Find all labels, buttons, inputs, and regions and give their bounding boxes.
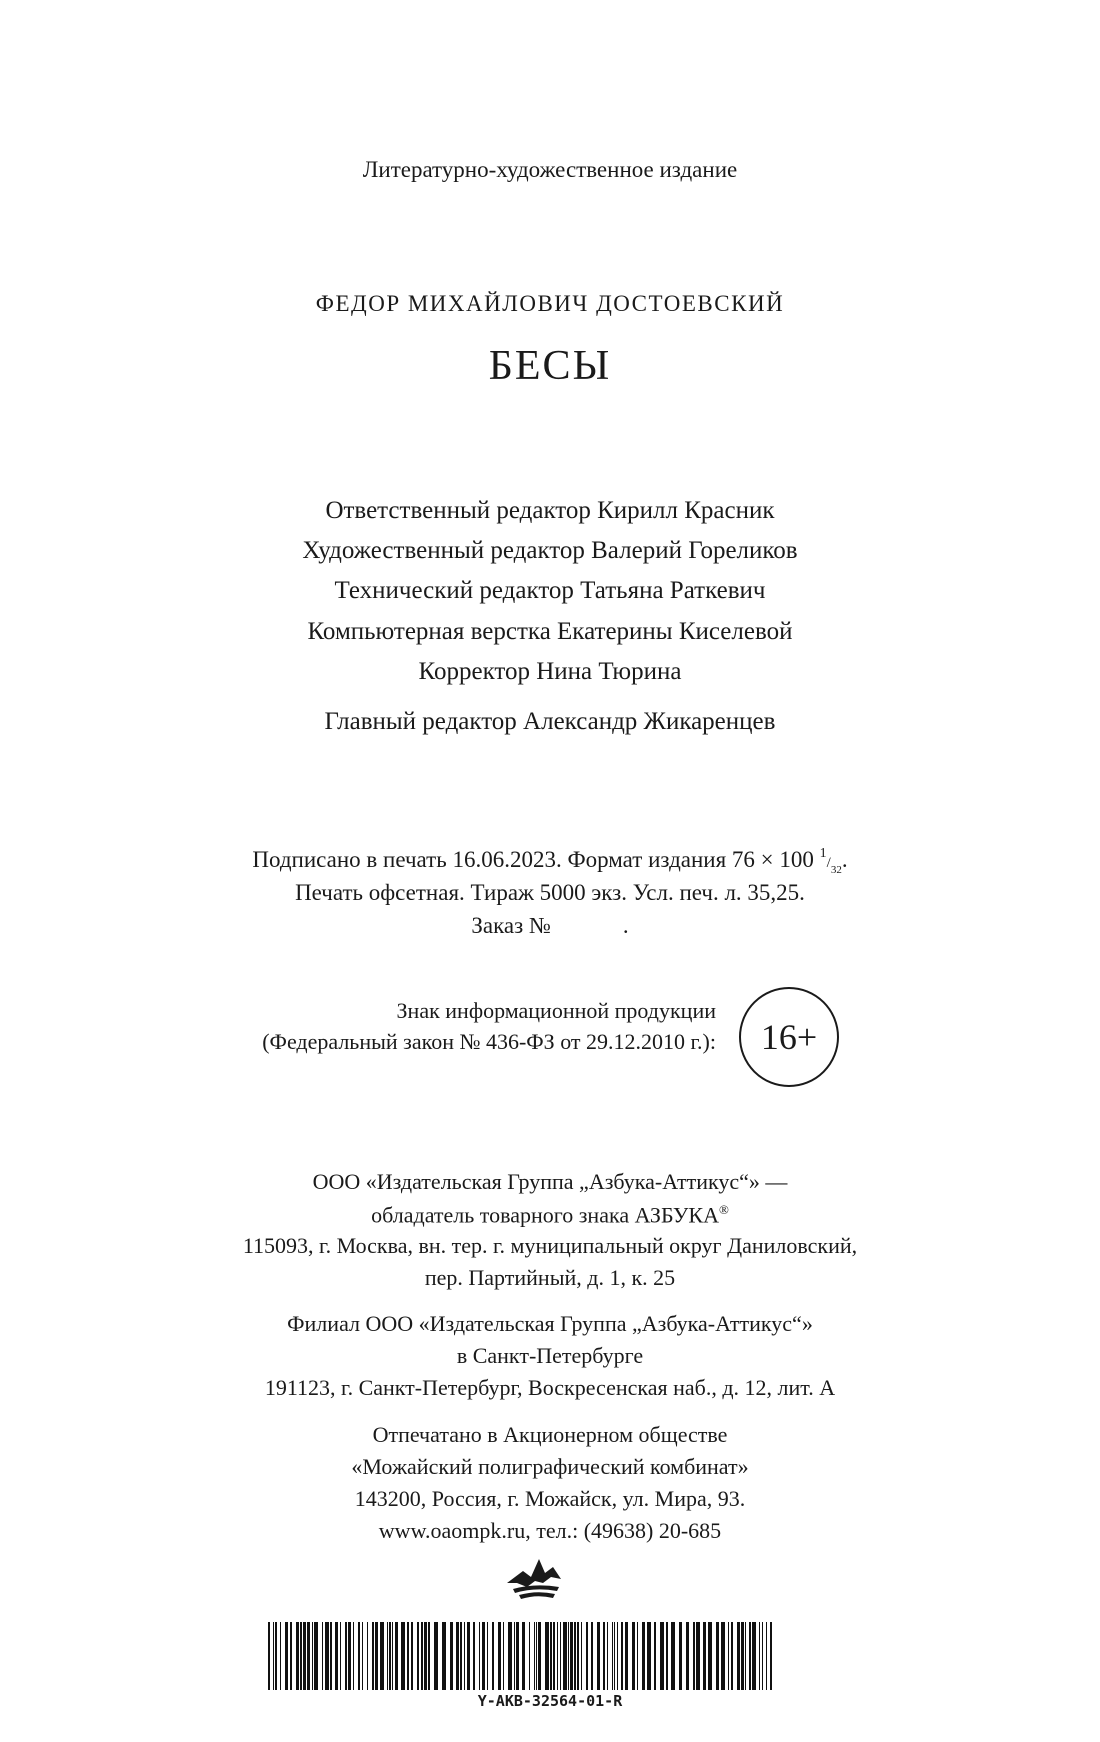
fraction-denominator: 32 [830,864,842,876]
barcode-bar [345,1622,347,1690]
barcode-bar [679,1622,682,1690]
barcode-bar [617,1622,618,1690]
barcode-bar [424,1622,427,1690]
branch-line: Филиал ООО «Издательская Группа „Азбука-Аттикус“» [287,1311,813,1336]
barcode-bar [703,1622,706,1690]
barcode-bar [752,1622,756,1690]
credit-line: Компьютерная верстка Екатерины Киселевой [307,618,793,645]
barcode-bar [314,1622,318,1690]
barcode-bar [632,1622,635,1690]
barcode-bar [296,1622,299,1690]
barcode-bar [303,1622,306,1690]
barcode-bar [508,1622,512,1690]
barcode-bar [417,1622,419,1690]
chief-editor: Главный редактор Александр Жикаренцев [324,708,776,735]
barcode-bar [654,1622,656,1690]
barcode-bar [741,1622,744,1690]
publisher-address: пер. Партийный, д. 1, к. 25 [424,1265,676,1290]
barcode-bar [612,1622,613,1690]
barcode-bar [563,1622,567,1690]
barcode-bar [330,1622,332,1690]
barcode-bar [708,1622,712,1690]
age-rating-text: 16+ [760,1017,818,1057]
barcode-bar [307,1622,310,1690]
printer-line: «Можайский полиграфический комбинат» [351,1454,749,1479]
barcode-bar [421,1622,423,1690]
barcode-bar [553,1622,555,1690]
barcode-bar [550,1622,552,1690]
barcode-bar [728,1622,729,1690]
info-sign-line-1: Знак информационной продукции [396,998,716,1023]
barcode-bar [745,1622,746,1690]
barcode-bar [411,1622,413,1690]
barcode-bar [498,1622,501,1690]
author-name: ФЕДОР МИХАЙЛОВИЧ ДОСТОЕВСКИЙ [315,291,785,316]
barcode-bar [372,1622,374,1690]
barcode-bar [607,1622,608,1690]
barcode-bar [434,1622,438,1690]
barcode-text: Y-AKB-32564-01-R [477,1692,623,1710]
barcode-bar [581,1622,582,1690]
barcode-bar [666,1622,668,1690]
barcode-bar [671,1622,675,1690]
barcode-bar [290,1622,292,1690]
barcode-bar [577,1622,579,1690]
barcode-bar [693,1622,695,1690]
barcode-bar [574,1622,576,1690]
print-info-line-1 [0,848,1100,874]
printer-contacts: www.oaompk.ru, тел.: (49638) 20-685 [378,1518,722,1543]
order-line [0,914,1100,937]
branch-line: в Санкт-Петербурге [456,1343,644,1368]
credit-line: Корректор Нина Тюрина [418,658,682,685]
printer-address: 143200, Россия, г. Можайск, ул. Мира, 93. [354,1486,746,1511]
barcode-bar [737,1622,740,1690]
printer-line: Отпечатано в Акционерном обществе [372,1422,728,1447]
credit-line: Художественный редактор Валерий Гореликов [302,537,798,564]
barcode-bar [479,1622,480,1690]
barcode [268,1622,776,1690]
barcode-bar [568,1622,569,1690]
barcode-bar [603,1622,605,1690]
barcode-bar [300,1622,302,1690]
barcode-bar [696,1622,700,1690]
barcode-bar [487,1622,488,1690]
barcode-bar [482,1622,485,1690]
barcode-bar [597,1622,600,1690]
barcode-bar [273,1622,274,1690]
barcode-bar [358,1622,360,1690]
barcode-bar [560,1622,561,1690]
fraction-numerator: 1 [819,846,827,861]
barcode-bar [473,1622,475,1690]
barcode-bar [280,1622,281,1690]
publisher-line [0,1203,1100,1226]
barcode-bar [285,1622,288,1690]
barcode-bar [387,1622,388,1690]
barcode-bar [731,1622,733,1690]
barcode-bar [522,1622,525,1690]
barcode-bar [407,1622,409,1690]
info-sign-line-2: (Федеральный закон № 436-ФЗ от 29.12.2010 г.): [262,1029,716,1054]
credit-line: Технический редактор Татьяна Раткевич [334,577,766,604]
barcode-bar [464,1622,465,1690]
barcode-bar [529,1622,530,1690]
barcode-bar [395,1622,398,1690]
barcode-bar [538,1622,541,1690]
barcode-bar [467,1622,470,1690]
barcode-bar [362,1622,363,1690]
barcode-bar [721,1622,725,1690]
book-title: БЕСЫ [488,343,612,389]
barcode-bar [335,1622,338,1690]
barcode-bar [516,1622,519,1690]
barcode-bar [621,1622,623,1690]
barcode-bar [442,1622,446,1690]
barcode-bar [766,1622,767,1690]
format-fraction: $^1/_{32}$ [819,846,842,876]
barcode-bar [380,1622,384,1690]
barcode-bar [340,1622,341,1690]
barcode-bar [325,1622,329,1690]
barcode-bar [749,1622,751,1690]
barcode-bar [268,1622,270,1690]
barcode-bar [401,1622,405,1690]
publisher-line: ООО «Издательская Группа „Азбука-Аттикус“» — [312,1169,788,1194]
barcode-bar [348,1622,351,1690]
order-end: . [622,913,629,938]
print-info-end: . [841,847,848,872]
publisher-address: 115093, г. Москва, вн. тер. г. муниципальный округ Даниловский, [242,1233,858,1258]
publisher-logo-icon [505,1553,563,1603]
barcode-bar [492,1622,494,1690]
barcode-bar [762,1622,763,1690]
age-rating-badge [739,987,839,1087]
barcode-bar [456,1622,459,1690]
barcode-bar [392,1622,393,1690]
barcode-bar [545,1622,549,1690]
barcode-bar [660,1622,664,1690]
barcode-bar [570,1622,573,1690]
edition-type: Литературно-художественное издание [362,157,738,182]
barcode-bar [375,1622,378,1690]
barcode-bar [353,1622,354,1690]
barcode-bar [770,1622,772,1690]
barcode-bar [460,1622,462,1690]
barcode-bar [503,1622,504,1690]
order-label: Заказ № [471,913,551,938]
barcode-bar [759,1622,760,1690]
publisher-trademark: обладатель товарного знака АЗБУКА [371,1202,719,1228]
barcode-bar [686,1622,689,1690]
barcode-bar [586,1622,588,1690]
barcode-bar [637,1622,638,1690]
barcode-bar [322,1622,323,1690]
barcode-bar [428,1622,430,1690]
barcode-bar [275,1622,277,1690]
barcode-bar [591,1622,593,1690]
branch-address: 191123, г. Санкт-Петербург, Воскресенская наб., д. 12, лит. А [264,1375,836,1400]
barcode-bar [716,1622,719,1690]
print-info-line-2: Печать офсетная. Тираж 5000 экз. Усл. печ. л. 35,25. [295,880,805,905]
barcode-bar [557,1622,558,1690]
barcode-bar [312,1622,313,1690]
barcode-bar [536,1622,537,1690]
credit-line: Ответственный редактор Кирилл Красник [325,497,775,524]
barcode-bar [514,1622,515,1690]
barcode-bar [389,1622,391,1690]
barcode-bar [450,1622,453,1690]
barcode-bar [614,1622,615,1690]
barcode-bar [534,1622,535,1690]
print-info-text: Подписано в печать 16.06.2023. Формат издания 76 × 100 [252,847,820,872]
barcode-bar [642,1622,645,1690]
barcode-bar [625,1622,628,1690]
registered-mark: ® [718,1202,729,1217]
barcode-bar [647,1622,651,1690]
barcode-bar [367,1622,368,1690]
